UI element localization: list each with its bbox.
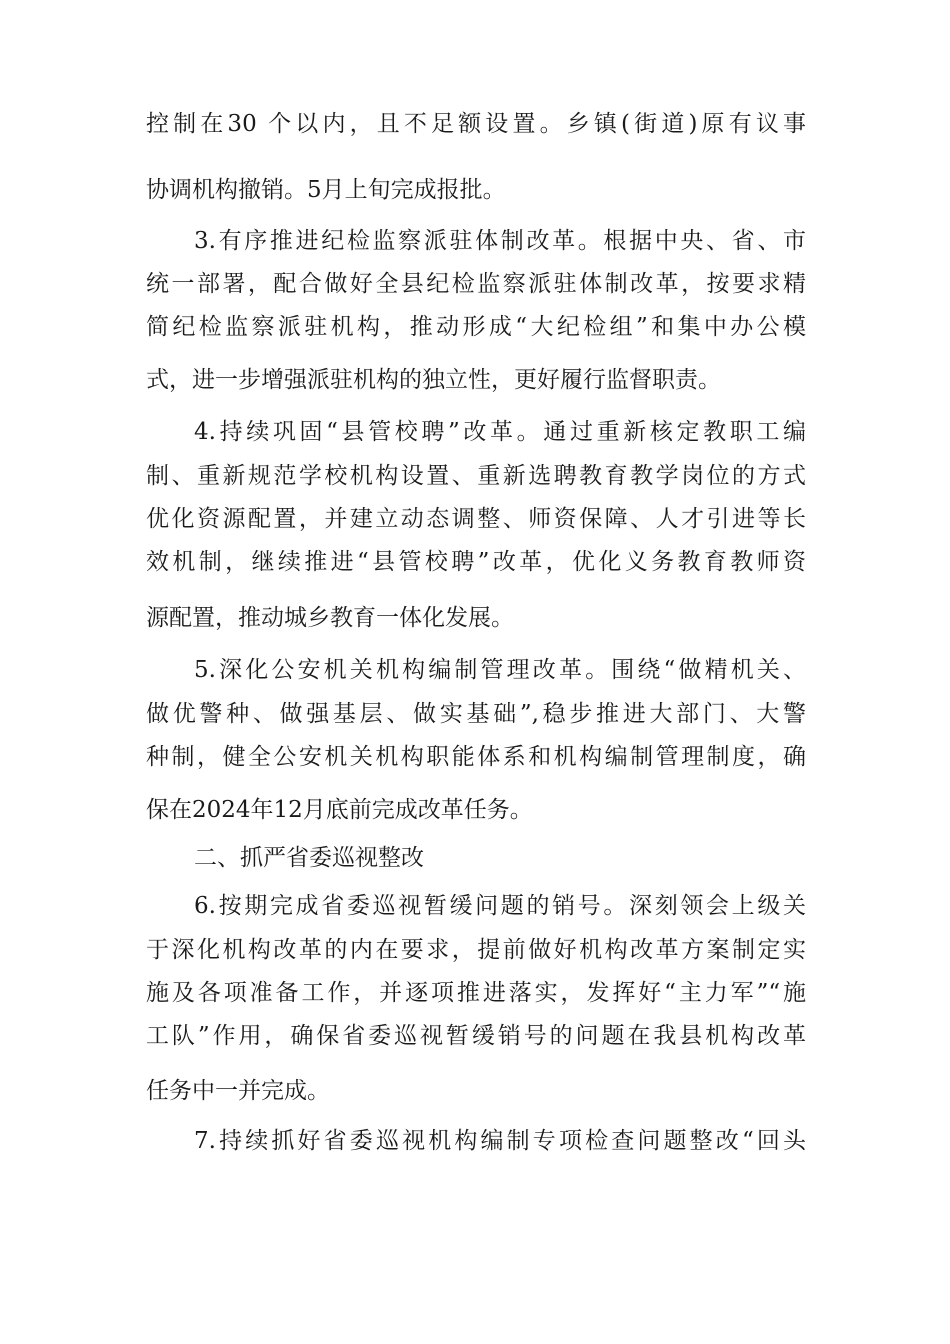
paragraph-line: 协调机构撤销。5月上旬完成报批。	[146, 177, 506, 203]
paragraph-line: 式，进一步增强派驻机构的独立性，更好履行监督职责。	[146, 367, 721, 393]
paragraph-line: 效机制，继续推进“县管校聘”改革，优化义务教育教师资	[146, 549, 806, 575]
paragraph-line: 控制在30 个以内，且不足额设置。乡镇(街道)原有议事	[146, 111, 806, 137]
paragraph-line: 7.持续抓好省委巡视机构编制专项检查问题整改“回头	[194, 1128, 806, 1154]
paragraph-line: 5.深化公安机关机构编制管理改革。围绕“做精机关、	[194, 657, 806, 683]
paragraph-line: 保在2024年12月底前完成改革任务。	[146, 797, 533, 823]
paragraph-line: 制、重新规范学校机构设置、重新选聘教育教学岗位的方式	[146, 463, 806, 489]
paragraph-line: 3.有序推进纪检监察派驻体制改革。根据中央、省、市	[194, 228, 806, 254]
paragraph-line: 施及各项准备工作，并逐项推进落实，发挥好“主力军”“施	[146, 980, 806, 1006]
paragraph-line: 种制，健全公安机关机构职能体系和机构编制管理制度，确	[146, 744, 806, 770]
paragraph-line: 简纪检监察派驻机构，推动形成“大纪检组”和集中办公模	[146, 314, 806, 340]
paragraph-line: 统一部署，配合做好全县纪检监察派驻体制改革，按要求精	[146, 271, 806, 297]
paragraph-line: 优化资源配置，并建立动态调整、师资保障、人才引进等长	[146, 506, 806, 532]
paragraph-line: 源配置，推动城乡教育一体化发展。	[146, 605, 514, 631]
paragraph-line: 4.持续巩固“县管校聘”改革。通过重新核定教职工编	[194, 419, 806, 445]
paragraph-line: 于深化机构改革的内在要求，提前做好机构改革方案制定实	[146, 937, 806, 963]
paragraph-line: 工队”作用，确保省委巡视暂缓销号的问题在我县机构改革	[146, 1023, 806, 1049]
paragraph-line: 任务中一并完成。	[146, 1078, 330, 1104]
paragraph-line: 6.按期完成省委巡视暂缓问题的销号。深刻领会上级关	[194, 893, 806, 919]
paragraph-line: 做优警种、做强基层、做实基础”,稳步推进大部门、大警	[146, 701, 806, 727]
section-heading: 二、抓严省委巡视整改	[194, 845, 424, 871]
